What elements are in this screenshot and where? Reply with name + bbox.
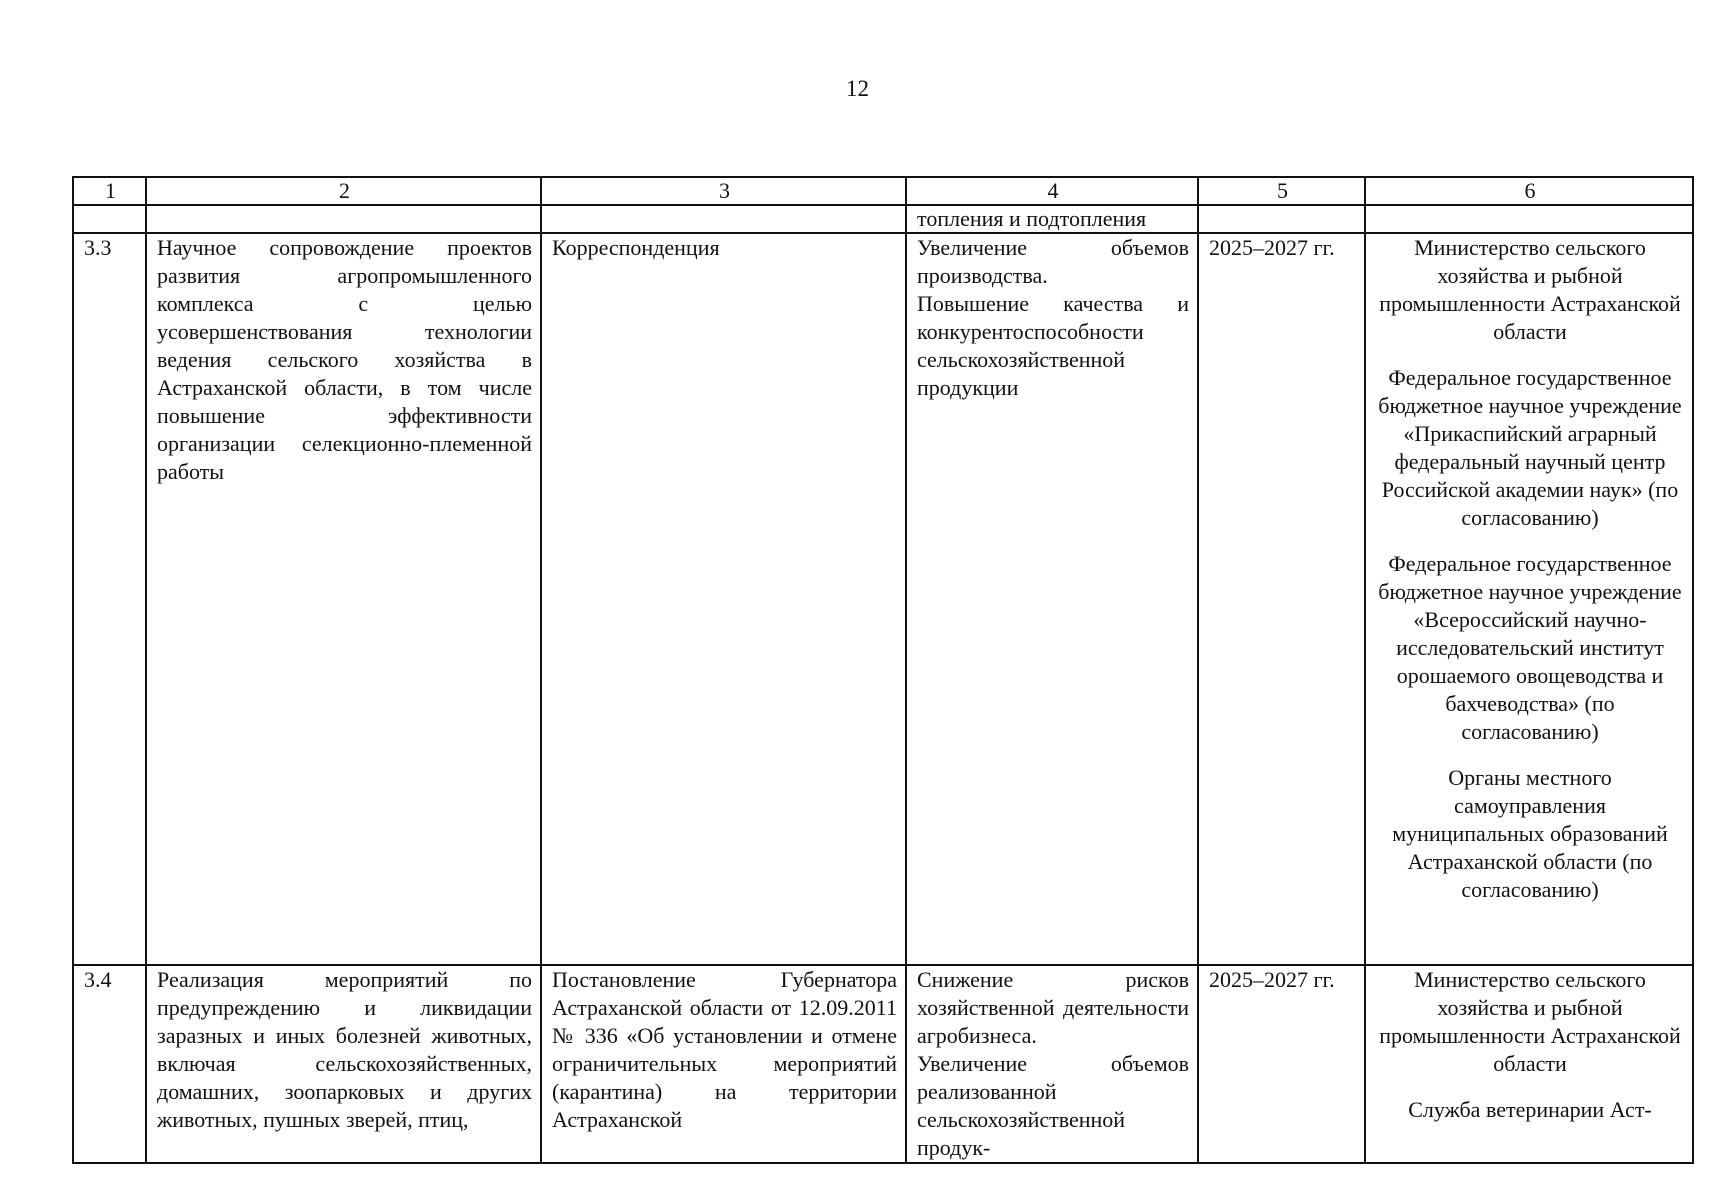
page-number: 12 [846,76,869,101]
header-col-3: 3 [541,177,906,205]
header-col-5: 5 [1198,177,1365,205]
continuation-cell-5 [1198,205,1365,233]
executors-cell [1365,233,1693,965]
row-number: 3.4 [73,965,146,1163]
header-col-6: 6 [1365,177,1693,205]
measure-cell: Реализация мероприятий по предупреждению и ликвидации заразных и иных болезней животных, включая сельскохозяйственных, домашних, зоопарковых и других животных, пушных зверей, птиц, [146,965,541,1163]
results-cell [906,233,1198,965]
executor-item: Министерство сельского хозяйства и рыбной промышленности Астраханской области [1379,235,1681,344]
period-cell: 2025–2027 гг. [1198,965,1365,1163]
row-number: 3.3 [73,233,146,965]
executor-item: Федеральное государственное бюджетное научное учреждение «Прикаспийский аграрный федеральный научный центр Российской академии наук» (по согласованию) [1378,365,1682,530]
continuation-cell-3 [541,205,906,233]
continuation-cell-1 [73,205,146,233]
document-cell: Корреспонденция [541,233,906,965]
executor-item: Служба ветеринарии Аст- [1408,1097,1652,1122]
header-col-2: 2 [146,177,541,205]
continuation-cell-4: топления и подтопления [906,205,1198,233]
executors-cell [1365,965,1693,1163]
measure-cell: Научное сопровождение проектов развития агропромышленного комплекса с целью усовершенствования технологии ведения сельского хозяйства в Астраханской области, в том числе повышение эффективности организации селекционно-племенной работы [146,233,541,965]
continuation-row [73,205,1693,233]
period-cell: 2025–2027 гг. [1198,233,1365,965]
header-col-4: 4 [906,177,1198,205]
continuation-cell-6 [1365,205,1693,233]
result-item: Повышение качества и конкурентоспособности сельскохозяйственной продукции [917,291,1189,400]
table-row [73,233,1693,965]
result-item: Увеличение объемов производства. [917,235,1189,288]
table-header-row [73,177,1693,205]
header-col-1: 1 [73,177,146,205]
measures-table [72,176,1694,1164]
continuation-cell-2 [146,205,541,233]
table-row [73,965,1693,1163]
document-cell: Постановление Губернатора Астраханской области от 12.09.2011 № 336 «Об установлении и отмене ограничительных мероприятий (карантина) на территории Астраханской [541,965,906,1163]
executor-item: Федеральное государственное бюджетное научное учреждение «Всероссийский научно-исследовательский институт орошаемого овощеводства и бахчеводства» (по согласованию) [1378,551,1682,744]
result-item: Увеличение объемов реализованной сельскохозяйственной продук- [917,1051,1189,1160]
executor-item: Министерство сельского хозяйства и рыбной промышленности Астраханской области [1379,967,1681,1076]
result-item: Снижение рисков хозяйственной деятельности агробизнеса. [917,967,1189,1048]
results-cell [906,965,1198,1163]
executor-item: Органы местного самоуправления муниципальных образований Астраханской области (по согласованию) [1392,765,1668,902]
